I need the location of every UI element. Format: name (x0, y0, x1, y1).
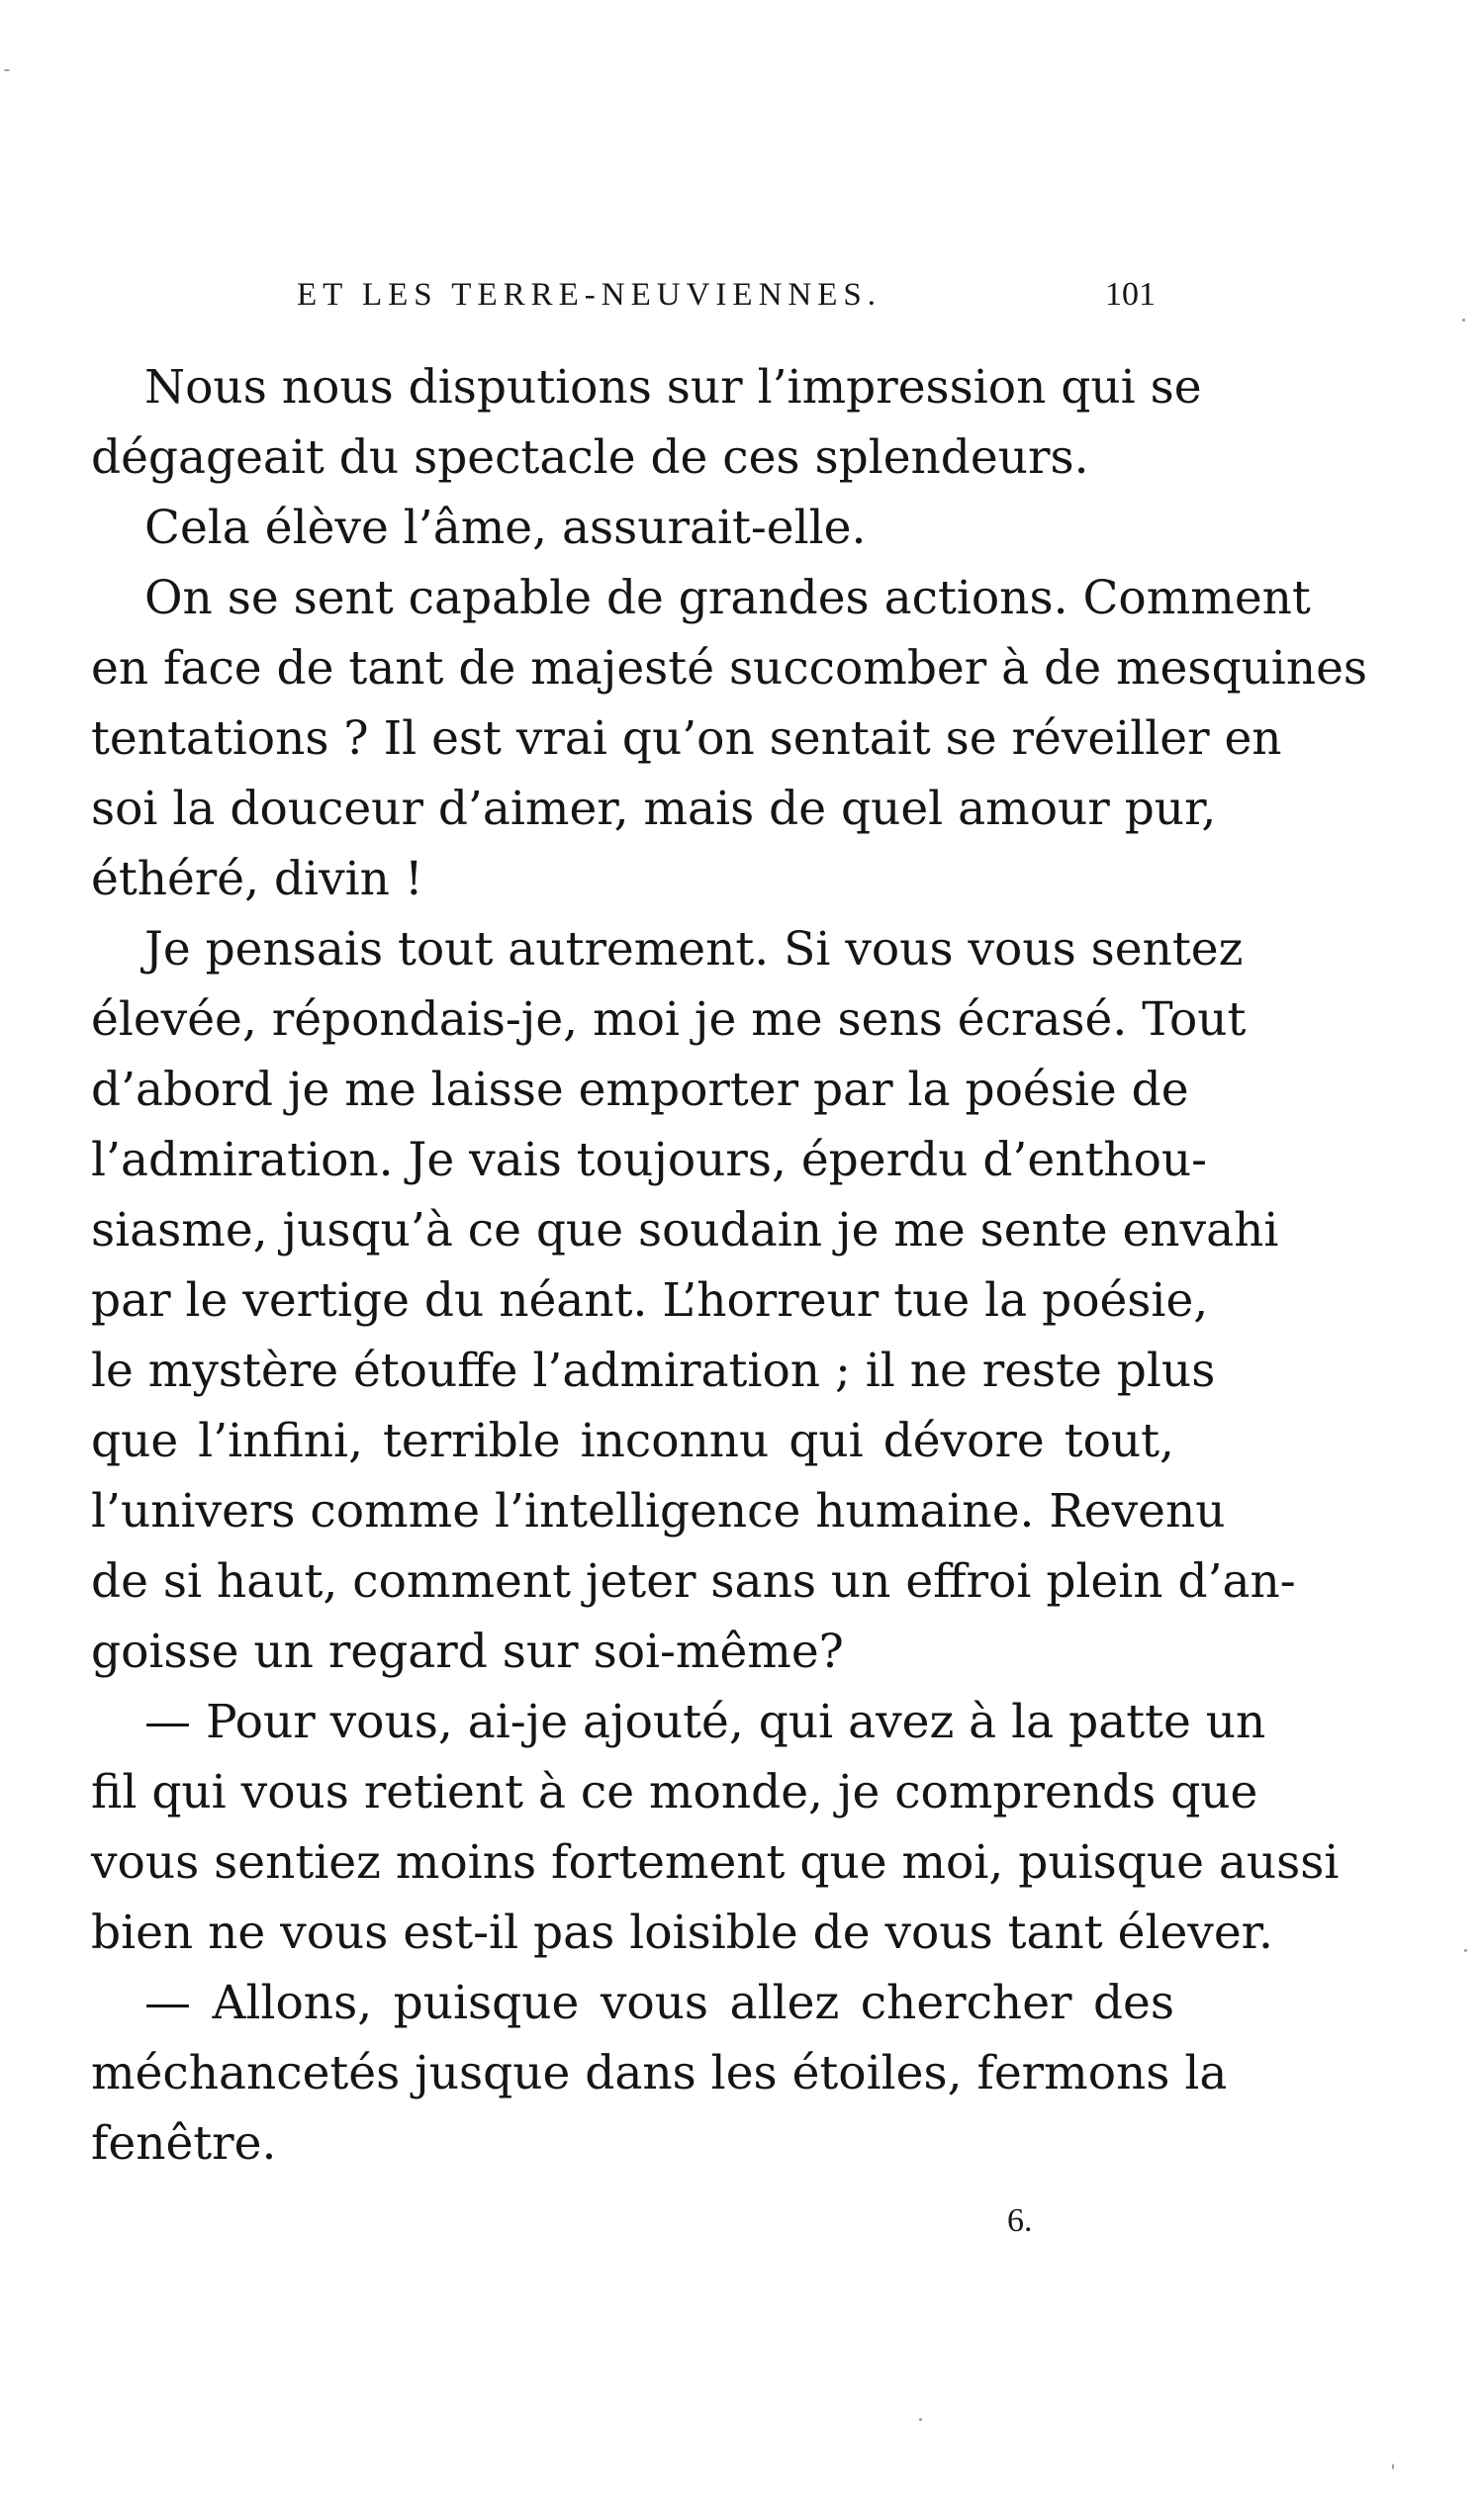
paper-speck (4, 69, 10, 71)
text-line: tentations ? Il est vrai qu’on sentait se réveiller en (91, 711, 1282, 766)
text-line: soi la douceur d’aimer, mais de quel amour pur, (91, 782, 1217, 836)
paper-speck (1464, 1949, 1467, 1952)
text-line: Cela élève l’âme, assurait-elle. (144, 501, 867, 555)
text-line: le mystère étouffe l’admiration ; il ne reste plus (91, 1344, 1216, 1398)
text-line: fil qui vous retient à ce monde, je comprends que (91, 1765, 1258, 1819)
text-line: Nous nous disputions sur l’impression qui se (144, 360, 1202, 415)
text-line: Je pensais tout autrement. Si vous vous sentez (144, 922, 1244, 977)
text-line: par le vertige du néant. L’horreur tue la poésie, (91, 1273, 1209, 1328)
text-line: bien ne vous est-il pas loisible de vous tant élever. (91, 1906, 1273, 1960)
body-text (91, 352, 1368, 2179)
text-line: que l’infini, terrible inconnu qui dévore tout, (91, 1414, 1174, 1468)
text-line: siasme, jusqu’à ce que soudain je me sente envahi (91, 1203, 1279, 1258)
text-line: d’abord je me laisse emporter par la poésie de (91, 1063, 1189, 1117)
text-line: méchancetés jusque dans les étoiles, fermons la (91, 2046, 1228, 2100)
text-line: l’univers comme l’intelligence humaine. Revenu (91, 1484, 1226, 1538)
text-line: vous sentiez moins fortement que moi, puisque aussi (91, 1835, 1340, 1890)
text-line: dégageait du spectacle de ces splendeurs. (91, 430, 1089, 485)
paper-speck (1392, 2464, 1394, 2470)
running-head (0, 275, 1484, 325)
text-line: On se sent capable de grandes actions. Comment (144, 571, 1311, 625)
page-number: 101 (1105, 276, 1156, 313)
running-title: ET LES TERRE-NEUVIENNES. (297, 277, 881, 313)
text-line: éthéré, divin ! (91, 852, 423, 906)
text-line: goisse un regard sur soi-même? (91, 1625, 844, 1679)
text-line: — Allons, puisque vous allez chercher des (144, 1976, 1174, 2030)
text-line: de si haut, comment jeter sans un effroi plein d’an- (91, 1554, 1296, 1609)
text-line: l’admiration. Je vais toujours, éperdu d’enthou- (91, 1133, 1208, 1187)
paper-speck (1462, 319, 1465, 322)
paper-speck (919, 2418, 922, 2421)
text-line: élevée, répondais-je, moi je me sens écrasé. Tout (91, 992, 1247, 1047)
text-line: — Pour vous, ai-je ajouté, qui avez à la patte un (144, 1695, 1266, 1749)
signature-mark: 6. (1007, 2202, 1033, 2239)
text-line: fenêtre. (91, 2116, 277, 2171)
text-line: en face de tant de majesté succomber à de mesquines (91, 641, 1368, 696)
